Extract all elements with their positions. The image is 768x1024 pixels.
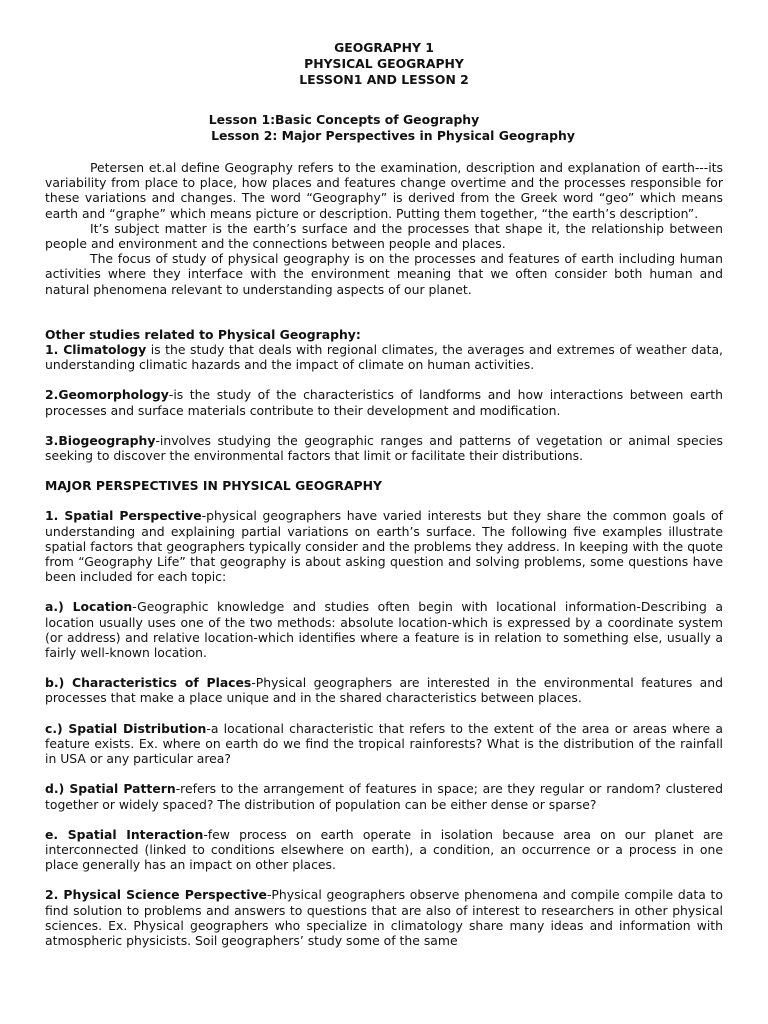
perspective-text: -physical geographers have varied interests but they share the common goals of understanding and explaining partial variations on earth’s surface. The following five examples illustrate spatial factors that geographers typically consider and the problems they address. In keeping with the quote from “Geography Life” that geography is about asking question and solving problems, some questions have been included for each topic: — [45, 508, 723, 585]
document-header — [45, 40, 723, 88]
subject-title: PHYSICAL GEOGRAPHY — [304, 56, 464, 71]
topic-location — [45, 599, 723, 660]
study-text: -involves studying the geographic ranges and patterns of vegetation or animal species seeking to discover the environmental factors that limit or facilitate their distributions. — [45, 432, 723, 464]
topic-text: -few process on earth operate in isolation because area on our planet are interconnected (linked to conditions elsewhere on earth), a condition, an occurrence or a process in one place generally has an impact on other places. — [45, 826, 724, 873]
lesson2-title: Lesson 2: Major Perspectives in Physical Geography — [211, 128, 575, 143]
topic-term: b.) Characteristics of Places — [45, 675, 252, 691]
topic-text: -refers to the arrangement of features in space; are they regular or random? clustered together or widely spaced? The distribution of population can be either dense or sparse? — [45, 781, 723, 812]
topic-term: a.) Location — [45, 599, 133, 615]
study-item-climatology — [45, 342, 723, 372]
topic-spatial-interaction — [45, 827, 723, 873]
perspective-term: 2. Physical Science Perspective — [45, 887, 267, 903]
other-studies-heading: Other studies related to Physical Geography: — [45, 326, 361, 342]
lesson1-title: Lesson 1:Basic Concepts of Geography — [208, 112, 480, 127]
intro-paragraph-2: It’s subject matter is the earth’s surface and the processes that shape it, the relationship between people and environment and the connections between people and places. — [45, 220, 723, 252]
topic-text: -Physical geographers are interested in the environmental features and processes that make a place unique and in the shared characteristics between places. — [45, 675, 723, 706]
topic-characteristics-of-places — [45, 675, 723, 705]
intro-paragraph-1: Petersen et.al define Geography refers to the examination, description and explanation of earth---its variability from place to place, how places and features change overtime and the processes responsible for these variations and changes. The word “Geography” is derived from the Greek word “geo” which means earth and “graphe” which means picture or description. Putting them together, “the earth’s description”. — [45, 160, 723, 221]
lesson-range-title: LESSON1 AND LESSON 2 — [299, 72, 469, 87]
perspectives-section — [45, 478, 723, 948]
perspective-text: -Physical geographers observe phenomena and compile compile data to find solution to problems and answers to questions that are also of interest to researchers in other physical sciences. Ex. Physical geographers who specialize in climatology share many ideas and information with atmospheric physicists. Soil geographers’ study some of the same — [45, 887, 723, 948]
study-text: -is the study of the characteristics of landforms and how interactions between earth processes and surface materials contribute to their development and modification. — [45, 387, 723, 418]
course-title: GEOGRAPHY 1 — [334, 40, 434, 55]
other-studies-section — [45, 327, 723, 463]
intro-section — [45, 160, 723, 297]
study-term: 1. Climatology — [45, 342, 147, 358]
intro-paragraph-3: The focus of study of physical geography is on the processes and features of earth including human activities where they interface with the environment meaning that we often consider both human and natural phenomena relevant to understanding aspects of our planet. — [45, 251, 723, 297]
study-term: 2.Geomorphology — [45, 387, 169, 403]
topic-spatial-pattern — [45, 781, 723, 811]
study-item-biogeography — [45, 433, 723, 463]
lesson-titles — [45, 112, 723, 144]
topic-spatial-distribution — [45, 721, 723, 767]
study-term: 3.Biogeography — [45, 432, 156, 448]
study-text: is the study that deals with regional climates, the averages and extremes of weather data, understanding climatic hazards and the impact of climate on human activities. — [45, 342, 723, 373]
spatial-perspective — [45, 508, 723, 584]
physical-science-perspective — [45, 887, 723, 948]
topic-text: -a locational characteristic that refers to the extent of the area or areas where a feature exists. Ex. where on earth do we find the tropical rainforests? What is the distribution of the rainfall in USA or any particular area? — [45, 720, 723, 767]
perspectives-heading: MAJOR PERSPECTIVES IN PHYSICAL GEOGRAPHY — [45, 478, 382, 494]
topic-term: c.) Spatial Distribution — [45, 720, 207, 736]
perspective-term: 1. Spatial Perspective — [45, 508, 202, 524]
topic-term: e. Spatial Interaction — [45, 826, 204, 842]
topic-text: -Geographic knowledge and studies often begin with locational information-Describing a location usually uses one of the two methods: absolute location-which is expressed by a coordinate system (or address) and relative location-which identifies where a feature is in relation to something else, usually a fairly well-known location. — [45, 599, 723, 661]
topic-term: d.) Spatial Pattern — [45, 781, 176, 797]
study-item-geomorphology — [45, 387, 723, 417]
